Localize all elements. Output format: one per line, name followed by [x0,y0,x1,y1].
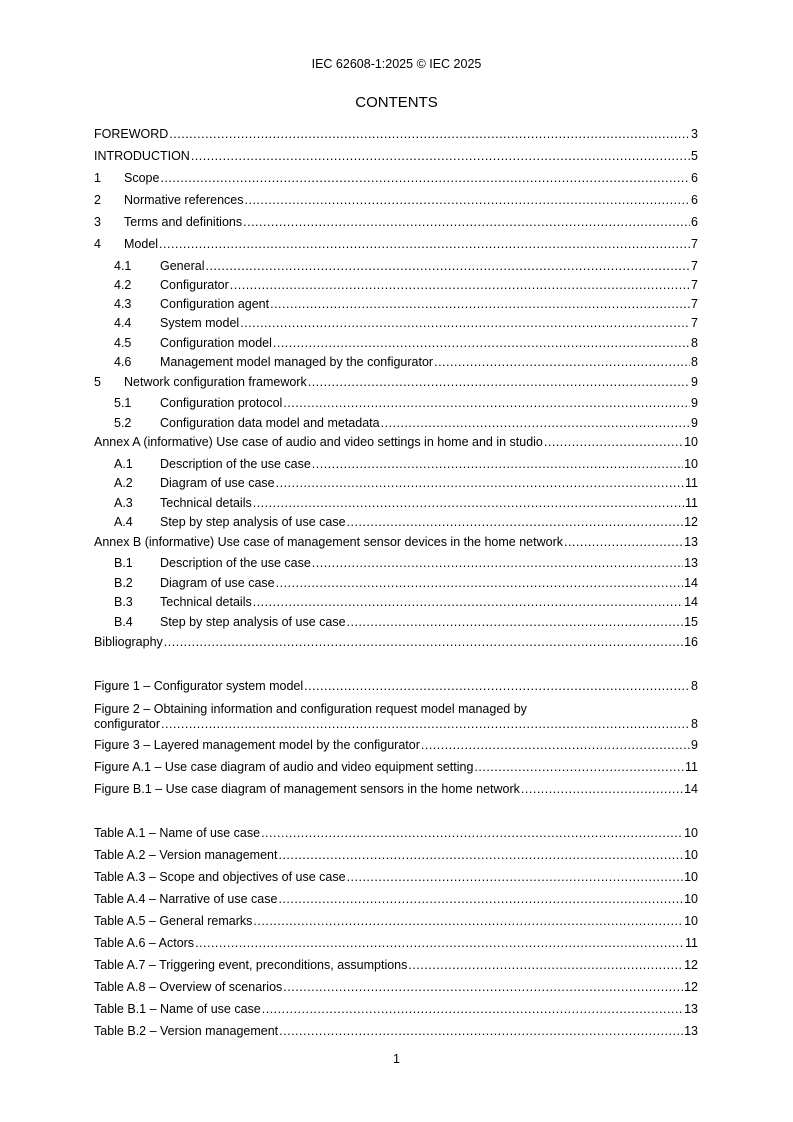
dot-leader [564,534,683,550]
toc-entry-page: 8 [691,355,698,369]
toc-entry-number: 4.1 [114,259,132,273]
toc-entry-page: 7 [691,259,698,273]
table-entry-page: 10 [684,848,698,862]
dot-leader [164,634,683,650]
figure-entry[interactable] [94,759,698,775]
toc-entry-number: B.3 [114,595,133,609]
toc-entry-page: 11 [685,476,698,490]
dot-leader [421,737,690,753]
toc-entry-number: A.3 [114,496,133,510]
toc-entry-page: 11 [685,496,698,510]
toc-entry-title: Configuration data model and metadata [160,416,380,430]
toc-entry-number: 4.4 [114,316,132,330]
toc-entry-page: 5 [691,149,698,163]
dot-leader [278,891,683,907]
toc-entry[interactable] [94,634,698,650]
dot-leader [276,575,683,591]
toc-entry[interactable] [94,126,698,142]
toc-entry-number: 5.1 [114,396,132,410]
toc-entry-title: Bibliography [94,635,163,649]
table-entry[interactable] [94,847,698,863]
toc-entry-number: B.1 [114,556,133,570]
toc-entry[interactable] [94,614,698,630]
toc-entry-title: Network configuration framework [124,375,307,389]
table-entry[interactable] [94,869,698,885]
figure-entry-title: configurator [94,717,161,731]
table-entry-page: 10 [684,870,698,884]
toc-entry-title: Scope [124,171,160,185]
dot-leader [408,957,683,973]
dot-leader [191,148,690,164]
toc-entry-title: Step by step analysis of use case [160,515,346,529]
toc-entry-number: A.4 [114,515,133,529]
dot-leader [262,1001,683,1017]
toc-entry-number: B.2 [114,576,133,590]
dot-leader [159,236,690,252]
toc-entry-page: 9 [691,416,698,430]
toc-entry-page: 7 [691,297,698,311]
toc-entry-number: A.1 [114,457,133,471]
table-entry[interactable] [94,979,698,995]
table-entry-page: 13 [684,1024,698,1038]
contents-title: CONTENTS [355,94,438,111]
toc-entry[interactable] [94,456,698,472]
toc-entry-number: 1 [94,171,101,185]
figure-entry-title: Figure 1 – Configurator system model [94,679,304,693]
toc-entry-title: Normative references [124,193,244,207]
toc-entry-page: 13 [684,556,698,570]
dot-leader [312,456,683,472]
toc-entry-page: 13 [684,535,698,549]
toc-entry-title: Terms and definitions [124,215,243,229]
toc-entry[interactable] [94,170,698,186]
dot-leader [253,495,684,511]
toc-entry[interactable] [94,258,698,274]
table-entry-title: Table A.2 – Version management [94,848,278,862]
figure-entry[interactable] [94,716,698,732]
toc-entry-title: Description of the use case [160,556,311,570]
toc-entry-page: 7 [691,278,698,292]
dot-leader [347,614,684,630]
dot-leader [347,869,684,885]
figure-entry-page: 14 [684,782,698,796]
toc-entry-title: Annex A (informative) Use case of audio and video settings in home and in studio [94,435,543,449]
table-entry-page: 13 [684,1002,698,1016]
table-entry-title: Table A.7 – Triggering event, preconditions, assumptions [94,958,408,972]
toc-entry[interactable] [94,475,698,491]
table-entry[interactable] [94,913,698,929]
toc-entry-page: 14 [684,595,698,609]
table-entry-title: Table A.5 – General remarks [94,914,253,928]
table-entry[interactable] [94,957,698,973]
toc-entry-title: Configuration protocol [160,396,283,410]
toc-entry-title: Management model managed by the configurator [160,355,434,369]
toc-entry-title: FOREWORD [94,127,169,141]
toc-entry-page: 8 [691,336,698,350]
dot-leader [169,126,690,142]
dot-leader [273,335,690,351]
toc-entry-page: 6 [691,171,698,185]
toc-entry-number: 4.3 [114,297,132,311]
table-entry-page: 10 [684,826,698,840]
toc-entry[interactable] [94,277,698,293]
dot-leader [270,296,690,312]
dot-leader [434,354,690,370]
dot-leader [253,913,683,929]
toc-entry-page: 15 [684,615,698,629]
dot-leader [283,395,690,411]
toc-entry-title: System model [160,316,240,330]
toc-entry[interactable] [94,192,698,208]
dot-leader [381,415,690,431]
page-number: 1 [393,1052,400,1066]
toc-entry[interactable] [94,534,698,550]
toc-entry-title: Technical details [160,496,252,510]
figure-entry-page: 8 [691,679,698,693]
toc-entry-number: 5.2 [114,416,132,430]
toc-entry-title: INTRODUCTION [94,149,190,163]
toc-entry-number: 4.2 [114,278,132,292]
toc-entry[interactable] [94,296,698,312]
toc-entry[interactable] [94,555,698,571]
table-entry-title: Table A.3 – Scope and objectives of use case [94,870,346,884]
toc-entry-page: 10 [684,435,698,449]
toc-entry[interactable] [94,434,698,450]
toc-entry-title: Diagram of use case [160,476,275,490]
toc-entry-title: Technical details [160,595,252,609]
figure-entry[interactable] [94,737,698,753]
toc-entry[interactable] [94,236,698,252]
toc-entry-page: 6 [691,193,698,207]
toc-entry-number: 5 [94,375,101,389]
table-entry-title: Table B.2 – Version management [94,1024,279,1038]
toc-entry-page: 9 [691,396,698,410]
toc-entry-number: 3 [94,215,101,229]
dot-leader [521,781,683,797]
toc-entry-number: A.2 [114,476,133,490]
figure-entry-title: Figure B.1 – Use case diagram of management sensors in the home network [94,782,520,796]
dot-leader [261,825,683,841]
dot-leader [243,214,690,230]
dot-leader [195,935,684,951]
dot-leader [304,678,690,694]
toc-entry[interactable] [94,495,698,511]
toc-entry-number: B.4 [114,615,133,629]
dot-leader [245,192,691,208]
table-entry-page: 12 [684,958,698,972]
toc-entry[interactable] [94,514,698,530]
figure-entry-page: 8 [691,717,698,731]
toc-entry[interactable] [94,395,698,411]
toc-entry[interactable] [94,214,698,230]
dot-leader [230,277,690,293]
table-entry[interactable] [94,825,698,841]
toc-entry[interactable] [94,354,698,370]
toc-entry-page: 6 [691,215,698,229]
toc-entry-number: 4.5 [114,336,132,350]
toc-entry-title: Model [124,237,159,251]
table-entry-title: Table A.4 – Narrative of use case [94,892,278,906]
toc-entry-page: 3 [691,127,698,141]
toc-entry-page: 12 [684,515,698,529]
toc-entry-number: 2 [94,193,101,207]
toc-entry[interactable] [94,335,698,351]
toc-entry[interactable] [94,594,698,610]
toc-entry[interactable] [94,315,698,331]
toc-entry-page: 7 [691,237,698,251]
table-entry[interactable] [94,1023,698,1039]
table-entry-page: 10 [684,914,698,928]
toc-entry-title: Step by step analysis of use case [160,615,346,629]
toc-entry-title: Configurator [160,278,229,292]
dot-leader [347,514,684,530]
dot-leader [161,716,690,732]
table-entry[interactable] [94,935,698,951]
toc-entry-number: 4.6 [114,355,132,369]
table-entry-title: Table A.1 – Name of use case [94,826,261,840]
toc-entry-title: Configuration model [160,336,272,350]
toc-entry-page: 10 [684,457,698,471]
table-entry-page: 12 [684,980,698,994]
figure-entry[interactable] [94,781,698,797]
dot-leader [160,170,690,186]
table-entry[interactable] [94,1001,698,1017]
dot-leader [544,434,683,450]
toc-entry-page: 16 [684,635,698,649]
figure-entry-page: 11 [685,760,698,774]
table-entry-page: 11 [685,936,698,950]
dot-leader [279,1023,683,1039]
dot-leader [474,759,684,775]
toc-entry-title: Diagram of use case [160,576,275,590]
figure-entry-page: 9 [691,738,698,752]
dot-leader [278,847,683,863]
document-header: IEC 62608-1:2025 © IEC 2025 [311,57,482,71]
toc-entry-page: 7 [691,316,698,330]
figure-entry[interactable] [94,678,698,694]
dot-leader [276,475,684,491]
figure-entry-title: Figure 3 – Layered management model by the configurator [94,738,420,752]
toc-entry[interactable] [94,148,698,164]
toc-entry-page: 14 [684,576,698,590]
toc-entry-number: 4 [94,237,101,251]
figure-entry-title: Figure A.1 – Use case diagram of audio and video equipment setting [94,760,474,774]
toc-entry-title: Configuration agent [160,297,270,311]
toc-entry[interactable] [94,415,698,431]
toc-entry-title: Description of the use case [160,457,311,471]
dot-leader [253,594,683,610]
table-entry-title: Table A.8 – Overview of scenarios [94,980,283,994]
toc-entry-title: Annex B (informative) Use case of management sensor devices in the home network [94,535,563,549]
figure-entry-title-line1: Figure 2 – Obtaining information and configuration request model managed by [94,702,527,716]
toc-entry[interactable] [94,374,698,390]
toc-entry-page: 9 [691,375,698,389]
dot-leader [240,315,690,331]
table-entry-title: Table B.1 – Name of use case [94,1002,261,1016]
table-entry-title: Table A.6 – Actors [94,936,195,950]
table-entry[interactable] [94,891,698,907]
dot-leader [283,979,683,995]
dot-leader [312,555,683,571]
table-entry-page: 10 [684,892,698,906]
toc-entry[interactable] [94,575,698,591]
dot-leader [308,374,690,390]
dot-leader [205,258,690,274]
toc-entry-title: General [160,259,205,273]
